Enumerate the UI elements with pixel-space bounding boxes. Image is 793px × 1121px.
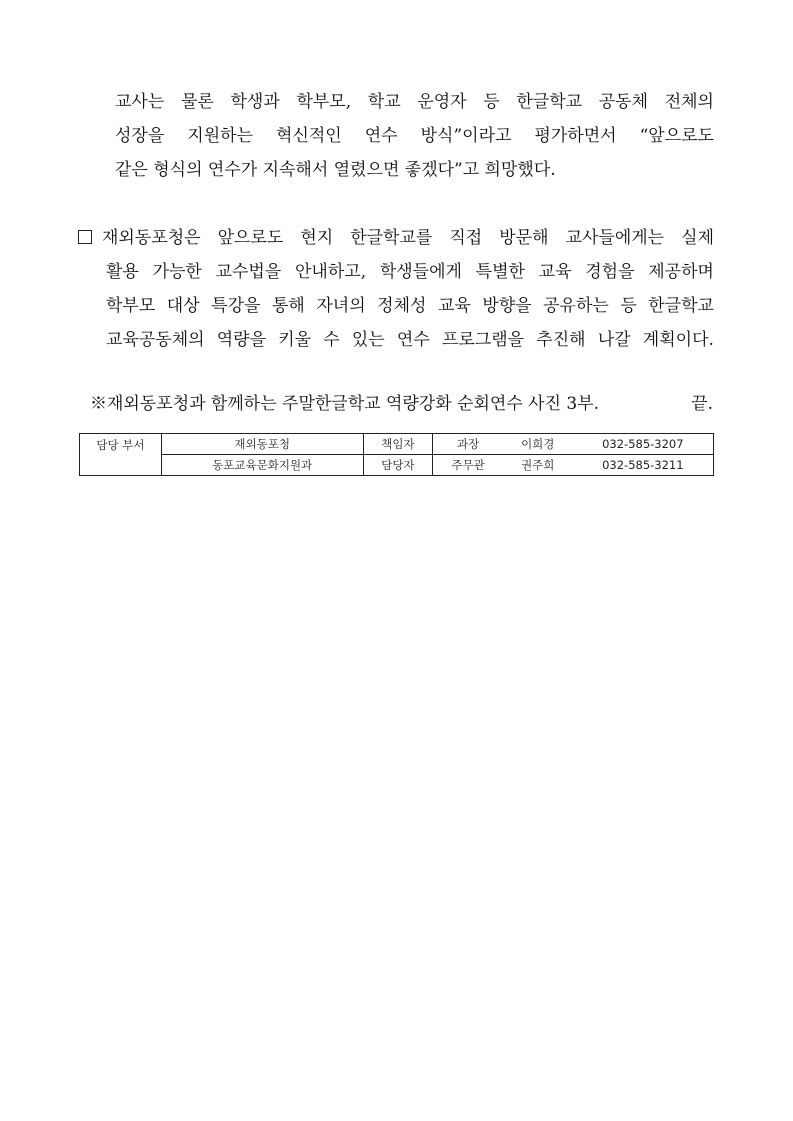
name-cell: 권주희 <box>503 455 573 476</box>
division-name: 동포교육문화지원과 <box>161 455 363 476</box>
paragraph2-line-1: 재외동포청은 앞으로도 현지 한글학교를 직접 방문해 교사들에게는 실제 <box>102 228 714 248</box>
title-cell: 주무관 <box>433 455 503 476</box>
org-name: 재외동포청 <box>161 434 363 455</box>
phone-cell: 032-585-3207 <box>573 434 714 455</box>
title-cell: 과장 <box>433 434 503 455</box>
dept-label: 담당 부서 <box>80 434 162 476</box>
phone-cell: 032-585-3211 <box>573 455 714 476</box>
paragraph1-line-2: 성장을 지원하는 혁신적인 연수 방식”이라고 평가하면서 “앞으로도 <box>115 126 714 146</box>
paragraph1-line-3: 같은 형식의 연수가 지속해서 열렸으면 좋겠다”고 희망했다. <box>115 160 556 180</box>
paragraph2-line-3: 학부모 대상 특강을 통해 자녀의 정체성 교육 방향을 공유하는 등 한글학교 <box>106 296 714 316</box>
role-cell: 책임자 <box>363 434 433 455</box>
paragraph2-line-4: 교육공동체의 역량을 키울 수 있는 연수 프로그램을 추진해 나갈 계획이다. <box>106 330 714 350</box>
table-row <box>80 455 714 476</box>
attachment-note <box>90 393 713 415</box>
paragraph2-line-2: 활용 가능한 교수법을 안내하고, 학생들에게 특별한 교육 경험을 제공하며 <box>106 262 714 282</box>
role-cell: 담당자 <box>363 455 433 476</box>
paragraph1-line-1: 교사는 물론 학생과 학부모, 학교 운영자 등 한글학교 공동체 전체의 <box>115 92 714 112</box>
attachment-note-text: ※재외동포청과 함께하는 주말한글학교 역량강화 순회연수 사진 3부. <box>90 394 600 414</box>
checkbox-bullet-icon <box>78 230 92 244</box>
name-cell: 이희경 <box>503 434 573 455</box>
end-mark: 끝. <box>691 394 713 414</box>
contact-table <box>79 433 714 476</box>
table-row <box>80 434 714 455</box>
